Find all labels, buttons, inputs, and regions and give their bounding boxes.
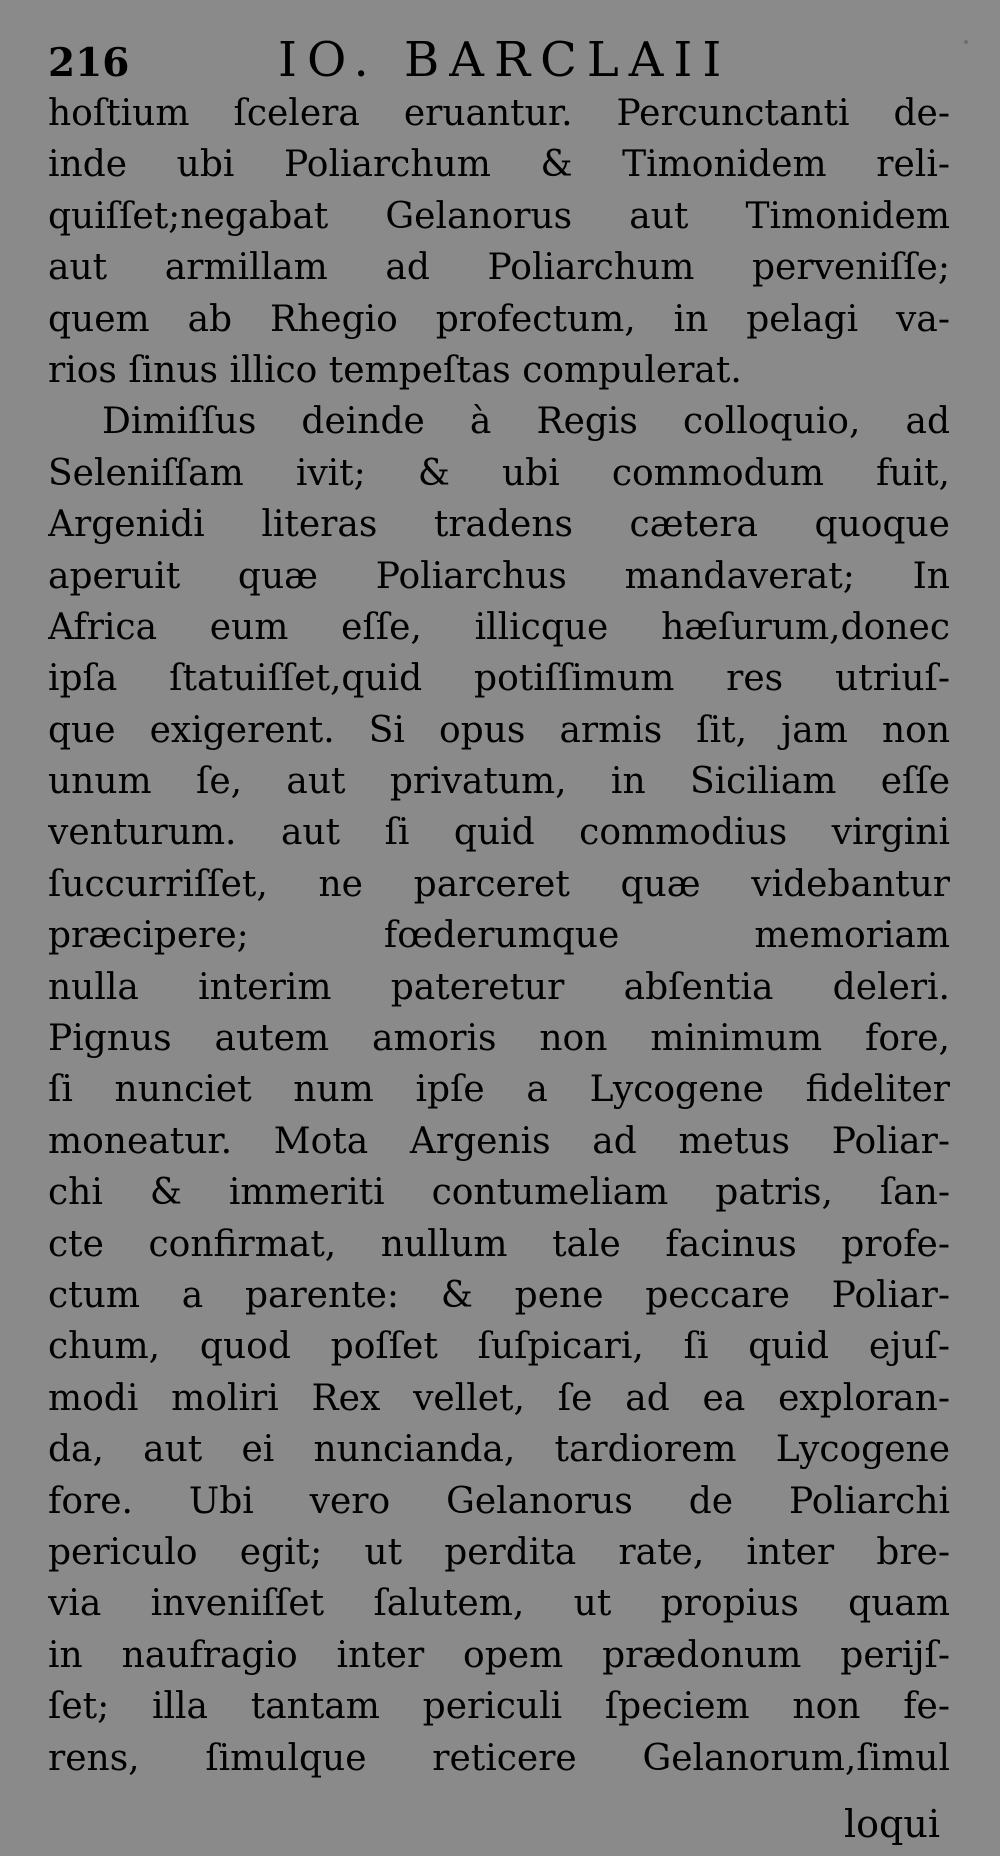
text-line: ſuccurriſſet, ne parceret quæ videbantur xyxy=(48,863,950,905)
text-line: ctum a parente: & pene peccare Poliar- xyxy=(48,1274,950,1316)
text-line: quem ab Rhegio profectum, in pelagi va- xyxy=(48,298,950,340)
text-line: fore. Ubi vero Gelanorus de Poliarchi xyxy=(48,1480,950,1522)
text-line: que exigerent. Si opus armis ſit, jam non xyxy=(48,709,950,751)
text-line: inde ubi Poliarchum & Timonidem reli- xyxy=(48,144,950,186)
text-line: via inveniſſet ſalutem, ut propius quam xyxy=(48,1583,950,1625)
text-line: hoſtium ſcelera eruantur. Percunctanti de- xyxy=(48,93,950,134)
text-line: aut armillam ad Poliarchum perveniſſe; xyxy=(48,247,950,289)
text-line: Dimiſſus deinde à Regis colloquio, ad xyxy=(102,401,950,443)
text-line: unum ſe, aut privatum, in Siciliam eſſe xyxy=(48,761,950,803)
text-line: ſet; illa tantam periculi ſpeciem non fe- xyxy=(48,1686,950,1728)
body-text xyxy=(48,88,950,1784)
text-line: quiſſet;negabat Gelanorus aut Timonidem xyxy=(48,195,950,237)
text-line: cte confirmat, nullum tale facinus profe- xyxy=(48,1223,950,1265)
text-line: rens, ſimulque reticere Gelanorum,ſimul xyxy=(48,1737,950,1779)
text-line: Pignus autem amoris non minimum fore, xyxy=(48,1018,950,1060)
catchword: loqui xyxy=(844,1802,940,1846)
paper-speck xyxy=(964,40,968,44)
text-line: nulla interim pateretur abſentia deleri. xyxy=(48,966,950,1008)
text-line: chi & immeriti contumeliam patris, ſan- xyxy=(48,1172,950,1214)
text-line: da, aut ei nuncianda, tardiorem Lycogene xyxy=(48,1429,950,1471)
text-line: præcipere; fœderumque memoriam xyxy=(48,915,950,957)
text-line: modi moliri Rex vellet, ſe ad ea exploran- xyxy=(48,1377,950,1419)
text-line: in naufragio inter opem prædonum perijſ- xyxy=(48,1634,950,1676)
text-line: Seleniſſam ivit; & ubi commodum fuit, xyxy=(48,452,950,494)
text-line: ipſa ſtatuiſſet,quid potiſſimum res utriuſ- xyxy=(48,658,950,700)
text-line: aperuit quæ Poliarchus mandaverat; In xyxy=(48,555,950,597)
text-line: moneatur. Mota Argenis ad metus Poliar- xyxy=(48,1120,950,1162)
text-line: chum, quod poſſet ſuſpicari, ſi quid ejuſ- xyxy=(48,1326,950,1368)
running-head: IO. BARCLAII xyxy=(278,32,732,88)
text-line: Argenidi literas tradens cætera quoque xyxy=(48,504,950,546)
text-line: venturum. aut ſi quid commodius virgini xyxy=(48,812,950,854)
text-line: ſi nunciet num ipſe a Lycogene fideliter xyxy=(48,1069,950,1111)
page-number: 216 xyxy=(48,40,130,86)
text-line: rios ſinus illico tempeſtas compulerat. xyxy=(48,349,742,391)
page-header xyxy=(48,28,948,94)
text-line: periculo egit; ut perdita rate, inter bre- xyxy=(48,1531,950,1573)
text-line: Africa eum eſſe, illicque hæſurum,donec xyxy=(48,606,950,648)
